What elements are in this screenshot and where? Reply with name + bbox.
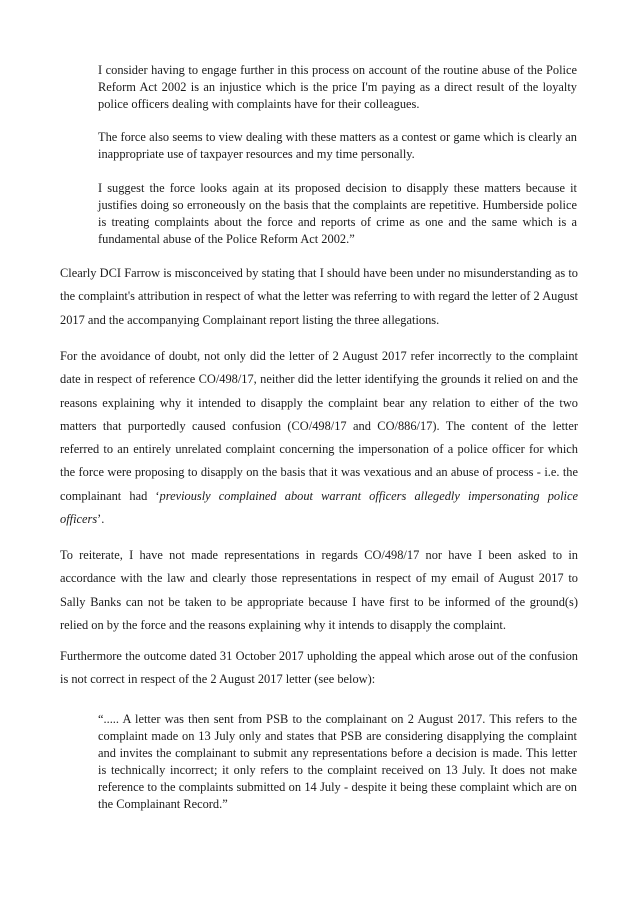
- quote-paragraph: The force also seems to view dealing with these matters as a contest or game which is clearly an inappropriate use of taxpayer resources and my time personally.: [98, 130, 577, 161]
- body-paragraph: Furthermore the outcome dated 31 October 2017 upholding the appeal which arose out of the confusion is not correct in respect of the 2 August 2017 letter (see below):: [60, 649, 578, 687]
- body-paragraph: To reiterate, I have not made representations in regards CO/498/17 nor have I been asked to in accordance with the law and clearly those representations in respect of my email of August 2017 to Sally Banks can not be taken to be appropriate because I have first to be informed of the ground(s) relied on by the force and the reasons explaining why it intends to disapply the complaint.: [60, 548, 578, 632]
- quote-paragraph: I consider having to engage further in this process on account of the routine abuse of the Police Reform Act 2002 is an injustice which is the price I'm paying as a direct result of the loyalty police officers dealing with complaints have for their colleagues.: [98, 63, 577, 111]
- italic-quote: previously complained about warrant officers allegedly impersonating police officers: [60, 488, 578, 527]
- quote-paragraph: I suggest the force looks again at its proposed decision to disapply these matters because it justifies doing so erroneously on the basis that the complaints are repetitive. Humberside police is treating complaints about the force and reports of crime as one and the same which is a fundamental abuse of the Police Reform Act 2002.”: [98, 181, 577, 246]
- body-paragraph: Clearly DCI Farrow is misconceived by stating that I should have been under no misunderstanding as to the complaint's attribution in respect of what the letter was referring to with regard the letter of 2 August 2017 and the accompanying Complainant report listing the three allegations.: [60, 266, 578, 327]
- paragraph-text: ’.: [97, 512, 105, 527]
- body-paragraph: [60, 345, 578, 531]
- quote-paragraph: “..... A letter was then sent from PSB to the complainant on 2 August 2017. This refers to the complaint made on 13 July only and states that PSB are considering disapplying the complaint and invites the complainant to submit any representations before a decision is made. This letter is technically incorrect; it only refers to the complaint received on 13 July. It does not make reference to the complaints submitted on 14 July - despite it being these complaint which are on the Complainant Record.”: [98, 712, 577, 811]
- paragraph-text: For the avoidance of doubt, not only did the letter of 2 August 2017 refer incorrectly to the complaint date in respect of reference CO/498/17, neither did the letter identifying the grounds it relied on and the reasons explaining why it intended to disapply the complaint bear any relation to either of the two matters that purportedly caused confusion (CO/498/17 and CO/886/17). The content of the letter referred to an entirely unrelated complaint concerning the impersonation of a police officer for which the force were proposing to disapply on the basis that it was vexatious and an abuse of process - i.e. the complainant had ‘: [60, 349, 578, 503]
